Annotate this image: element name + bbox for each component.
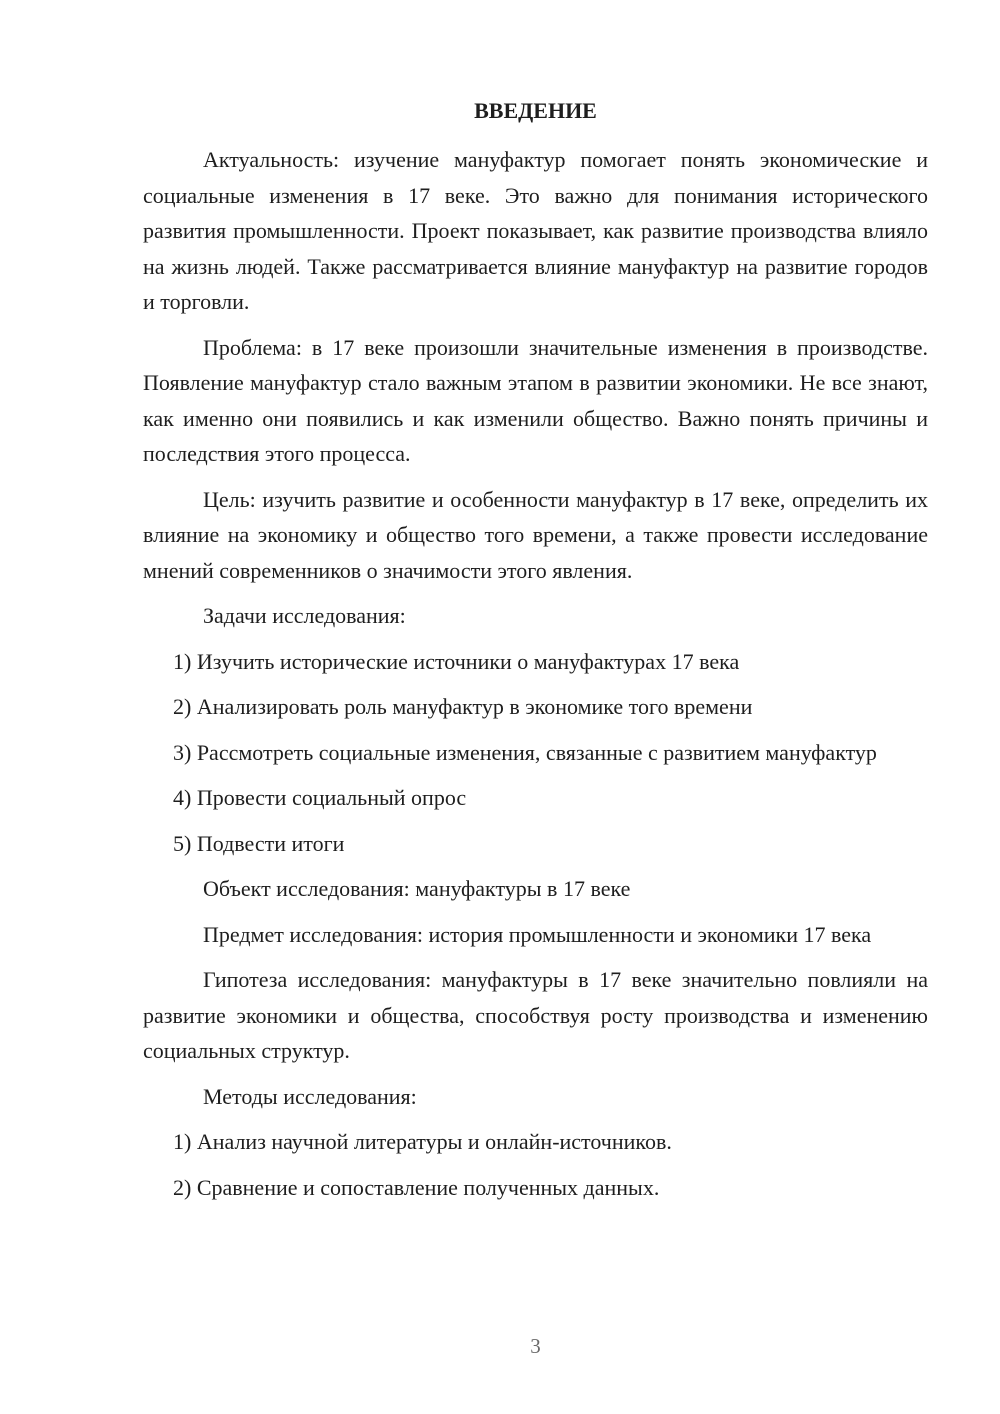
document-body xyxy=(143,142,928,1215)
list-item-task-5: 5) Подвести итоги xyxy=(173,830,345,856)
list-item-task-3: 3) Рассмотреть социальные изменения, связанные с развитием мануфактур xyxy=(173,739,877,765)
list-item-task-4: 4) Провести социальный опрос xyxy=(173,785,467,810)
paragraph-methods-heading: Методы исследования: xyxy=(203,1083,417,1109)
list-item-method-2: 2) Сравнение и сопоставление полученных данных. xyxy=(173,1174,660,1200)
paragraph-object: Объект исследования: мануфактуры в 17 веке xyxy=(203,876,631,901)
paragraph-hypothesis: Гипотеза исследования: мануфактуры в 17 веке значительно повлияли на развитие экономики и общества, способствуя росту производства и изменению социальных структур. xyxy=(143,967,928,1063)
paragraph-goal: Цель: изучить развитие и особенности мануфактур в 17 веке, определить их влияние на экономику и общество того времени, а также провести исследование мнений современников о значимости этого явления. xyxy=(143,486,928,583)
paragraph-problem: Проблема: в 17 веке произошли значительные изменения в производстве. Появление мануфактур стало важным этапом в развитии экономики. Не все знают, как именно они появились и как изменили общество. Важно понять причины и последствия этого процесса. xyxy=(143,334,928,466)
list-item-task-1: 1) Изучить исторические источники о мануфактурах 17 века xyxy=(173,648,740,674)
paragraph-subject: Предмет исследования: история промышленности и экономики 17 века xyxy=(203,921,872,947)
page-title: ВВЕДЕНИЕ xyxy=(474,98,597,123)
list-item-method-1: 1) Анализ научной литературы и онлайн-источников. xyxy=(173,1129,672,1154)
page-number: 3 xyxy=(530,1334,541,1358)
paragraph-relevance: Актуальность: изучение мануфактур помогает понять экономические и социальные изменения в 17 веке. Это важно для понимания исторического развития промышленности. Проект показывает, как развитие производства влияло на жизнь людей. Также рассматривается влияние мануфактур на развитие городов и торговли. xyxy=(143,147,928,314)
paragraph-tasks-heading: Задачи исследования: xyxy=(203,603,406,628)
document-page xyxy=(143,0,928,1414)
list-item-task-2: 2) Анализировать роль мануфактур в экономике того времени xyxy=(173,694,753,719)
